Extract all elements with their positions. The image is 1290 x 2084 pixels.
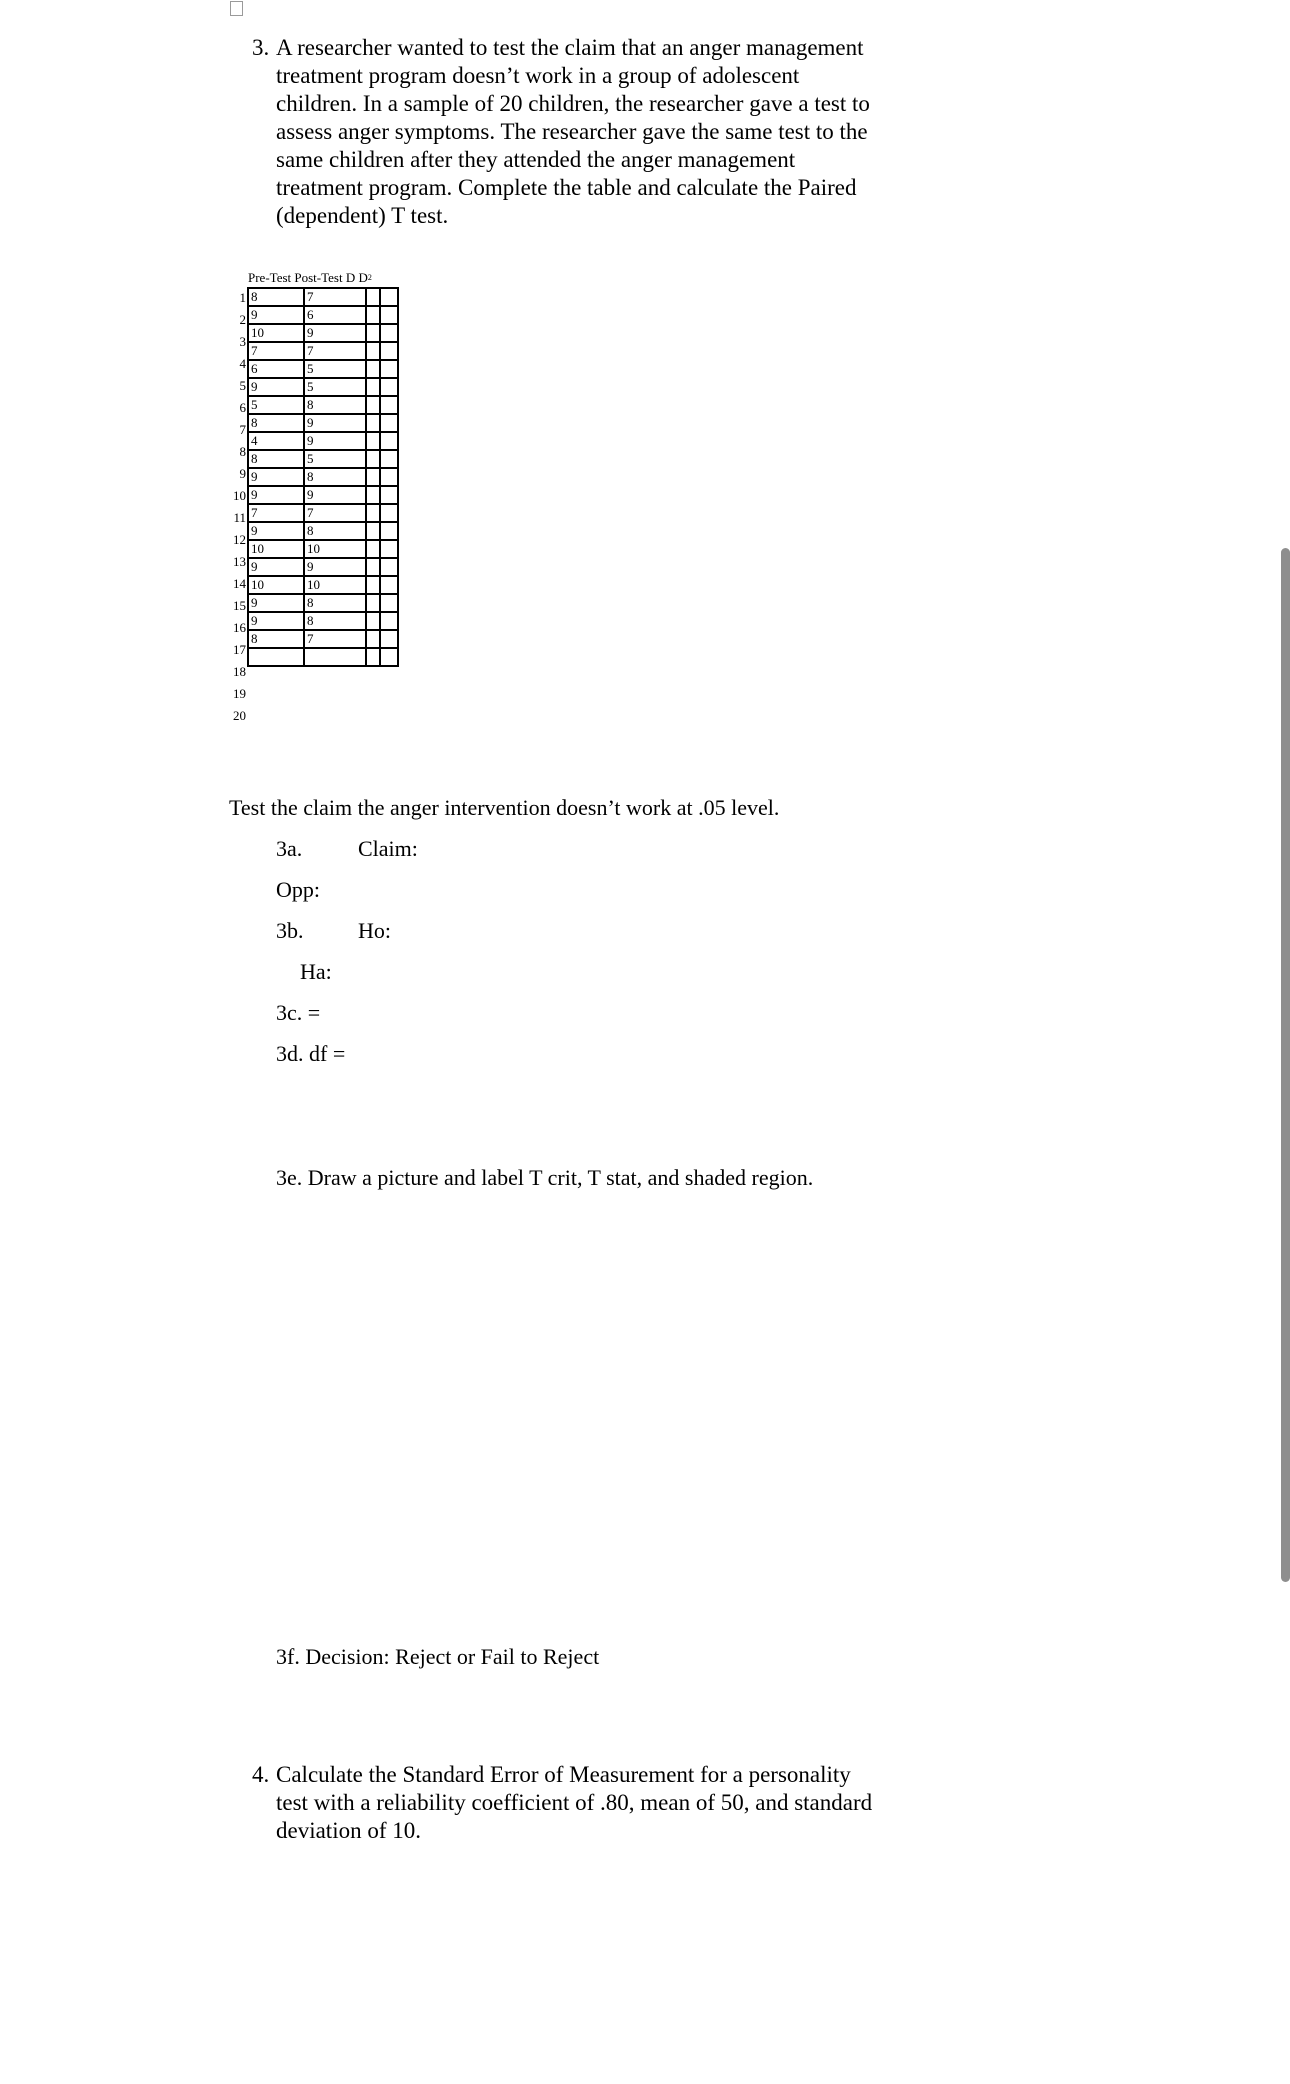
part-3e: 3e. Draw a picture and label T crit, T stat, and shaded region. (276, 1165, 814, 1190)
d-cell[interactable] (366, 540, 380, 558)
question-4-number: 4. (252, 1762, 270, 1787)
pre-test-cell[interactable]: 9 (248, 612, 304, 630)
pre-test-cell[interactable]: 8 (248, 450, 304, 468)
d-squared-cell[interactable] (380, 576, 398, 594)
part-3c: 3c. = (276, 1000, 321, 1025)
row-number: 4 (239, 356, 246, 371)
pre-test-cell[interactable]: 9 (248, 558, 304, 576)
post-test-cell[interactable]: 8 (304, 396, 366, 414)
row-number: 7 (239, 422, 246, 437)
post-test-cell[interactable]: 8 (304, 468, 366, 486)
checkbox-icon (230, 1, 243, 16)
post-test-cell[interactable]: 9 (304, 414, 366, 432)
row-number: 6 (239, 400, 246, 415)
d-cell[interactable] (366, 594, 380, 612)
table-row (248, 378, 398, 396)
post-test-cell[interactable]: 8 (304, 522, 366, 540)
d-squared-cell[interactable] (380, 288, 398, 306)
pre-test-cell[interactable]: 8 (248, 414, 304, 432)
d-cell[interactable] (366, 396, 380, 414)
table-row (248, 630, 398, 648)
d-cell[interactable] (366, 612, 380, 630)
table-row (248, 576, 398, 594)
pre-test-cell[interactable]: 9 (248, 378, 304, 396)
total-cell[interactable] (248, 648, 304, 666)
row-number: 20 (233, 708, 246, 723)
pre-test-cell[interactable]: 5 (248, 396, 304, 414)
pre-test-cell[interactable]: 9 (248, 486, 304, 504)
table-row (248, 360, 398, 378)
d-squared-cell[interactable] (380, 486, 398, 504)
pre-test-cell[interactable]: 10 (248, 324, 304, 342)
question-3-number: 3. (252, 35, 270, 60)
pre-test-cell[interactable]: 9 (248, 468, 304, 486)
d-cell[interactable] (366, 432, 380, 450)
d-cell[interactable] (366, 630, 380, 648)
part-3f: 3f. Decision: Reject or Fail to Reject (276, 1644, 600, 1669)
table-row (248, 396, 398, 414)
row-number: 15 (233, 598, 246, 613)
post-test-cell[interactable]: 8 (304, 594, 366, 612)
d-cell[interactable] (366, 558, 380, 576)
row-number: 1 (239, 290, 246, 305)
post-test-cell[interactable]: 10 (304, 576, 366, 594)
total-cell[interactable] (380, 648, 398, 666)
header-d2-base: D (358, 270, 368, 285)
header-d-squared (359, 270, 372, 286)
table-row (248, 306, 398, 324)
d-squared-cell[interactable] (380, 432, 398, 450)
table-row (248, 594, 398, 612)
d-squared-cell[interactable] (380, 522, 398, 540)
question-4-text: Calculate the Standard Error of Measurement for a personality test with a reliability coefficient of .80, mean of 50, and standard deviation of 10. (276, 1762, 873, 1843)
part-3b-label: 3b. (276, 918, 304, 943)
pre-test-cell[interactable]: 8 (248, 630, 304, 648)
header-d: D (345, 270, 356, 285)
row-number: 5 (239, 378, 246, 393)
table-row (248, 324, 398, 342)
question-3-text: A researcher wanted to test the claim that an anger management treatment program doesn’t work in a group of adolescent children. In a sample of 20 children, the researcher gave a test to assess anger symptoms. The researcher gave the same test to the same children after they attended the anger management treatment program. Complete the table and calculate the Paired (dependent) T test. (276, 35, 870, 228)
pre-test-cell[interactable]: 10 (248, 576, 304, 594)
header-pre-test: Pre-Test (248, 270, 292, 285)
d-cell[interactable] (366, 468, 380, 486)
d-cell[interactable] (366, 306, 380, 324)
paired-data-table (247, 287, 399, 667)
header-d2-sup: 2 (367, 273, 372, 282)
total-cell[interactable] (366, 648, 380, 666)
post-test-cell[interactable]: 7 (304, 504, 366, 522)
post-test-cell[interactable]: 5 (304, 450, 366, 468)
d-cell[interactable] (366, 576, 380, 594)
pre-test-cell[interactable]: 9 (248, 306, 304, 324)
row-number: 12 (233, 532, 246, 547)
table-row (248, 414, 398, 432)
part-ha: Ha: (300, 959, 332, 984)
table-row (248, 612, 398, 630)
d-squared-cell[interactable] (380, 378, 398, 396)
d-squared-cell[interactable] (380, 342, 398, 360)
d-cell[interactable] (366, 288, 380, 306)
post-test-cell[interactable]: 9 (304, 558, 366, 576)
d-cell[interactable] (366, 522, 380, 540)
row-number: 16 (233, 620, 246, 635)
d-squared-cell[interactable] (380, 324, 398, 342)
part-3a-label: 3a. (276, 836, 303, 861)
post-test-cell[interactable]: 9 (304, 324, 366, 342)
row-number: 10 (233, 488, 246, 503)
row-number: 3 (239, 334, 246, 349)
row-number: 14 (233, 576, 246, 591)
table-header (248, 270, 372, 286)
d-squared-cell[interactable] (380, 504, 398, 522)
row-number: 11 (233, 510, 246, 525)
post-test-cell[interactable]: 7 (304, 288, 366, 306)
part-opp: Opp: (276, 877, 320, 902)
test-claim-text: Test the claim the anger intervention doesn’t work at .05 level. (229, 795, 780, 820)
post-test-cell[interactable]: 5 (304, 378, 366, 396)
d-squared-cell[interactable] (380, 612, 398, 630)
row-number: 9 (239, 466, 246, 481)
header-post-test: Post-Test (294, 270, 343, 285)
table-row (248, 504, 398, 522)
d-squared-cell[interactable] (380, 630, 398, 648)
scrollbar[interactable] (1281, 548, 1290, 1582)
d-cell[interactable] (366, 360, 380, 378)
part-3b-ho: Ho: (358, 918, 391, 943)
post-test-cell[interactable]: 7 (304, 342, 366, 360)
table-row (248, 468, 398, 486)
d-squared-cell[interactable] (380, 360, 398, 378)
post-test-cell[interactable]: 9 (304, 432, 366, 450)
row-number: 2 (239, 312, 246, 327)
post-test-cell[interactable]: 9 (304, 486, 366, 504)
d-cell[interactable] (366, 450, 380, 468)
table-row (248, 540, 398, 558)
post-test-cell[interactable]: 6 (304, 306, 366, 324)
d-cell[interactable] (366, 342, 380, 360)
d-squared-cell[interactable] (380, 558, 398, 576)
table-row (248, 450, 398, 468)
table-row (248, 288, 398, 306)
pre-test-cell[interactable]: 7 (248, 504, 304, 522)
row-number: 8 (239, 444, 246, 459)
pre-test-cell[interactable]: 10 (248, 540, 304, 558)
table-row (248, 522, 398, 540)
d-squared-cell[interactable] (380, 594, 398, 612)
d-cell[interactable] (366, 486, 380, 504)
table-row (248, 432, 398, 450)
post-test-cell[interactable]: 10 (304, 540, 366, 558)
table-row (248, 486, 398, 504)
total-cell[interactable] (304, 648, 366, 666)
pre-test-cell[interactable]: 9 (248, 594, 304, 612)
d-cell[interactable] (366, 324, 380, 342)
table-row (248, 342, 398, 360)
row-number: 18 (233, 664, 246, 679)
pre-test-cell[interactable]: 8 (248, 288, 304, 306)
table-row (248, 558, 398, 576)
row-number: 17 (233, 642, 246, 657)
d-squared-cell[interactable] (380, 468, 398, 486)
d-squared-cell[interactable] (380, 306, 398, 324)
row-number: 13 (233, 554, 246, 569)
d-squared-cell[interactable] (380, 414, 398, 432)
part-3d: 3d. df = (276, 1041, 346, 1066)
row-number: 19 (233, 686, 246, 701)
d-cell[interactable] (366, 414, 380, 432)
pre-test-cell[interactable]: 9 (248, 522, 304, 540)
d-cell[interactable] (366, 504, 380, 522)
row-numbers (222, 287, 246, 727)
d-squared-cell[interactable] (380, 396, 398, 414)
d-cell[interactable] (366, 378, 380, 396)
pre-test-cell[interactable]: 7 (248, 342, 304, 360)
d-squared-cell[interactable] (380, 540, 398, 558)
post-test-cell[interactable]: 8 (304, 612, 366, 630)
totals-row (248, 648, 398, 666)
part-3a-claim: Claim: (358, 836, 418, 861)
pre-test-cell[interactable]: 4 (248, 432, 304, 450)
post-test-cell[interactable]: 7 (304, 630, 366, 648)
post-test-cell[interactable]: 5 (304, 360, 366, 378)
pre-test-cell[interactable]: 6 (248, 360, 304, 378)
d-squared-cell[interactable] (380, 450, 398, 468)
